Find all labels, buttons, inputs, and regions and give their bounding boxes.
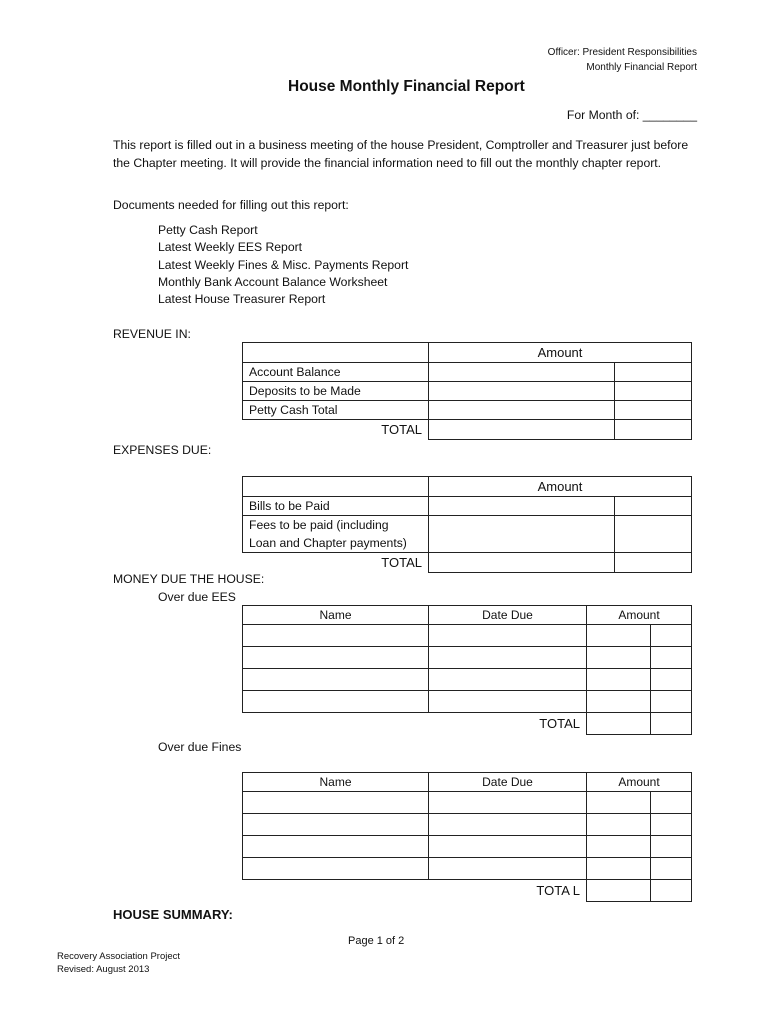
ees-col-date: Date Due — [429, 606, 587, 625]
revenue-amount-header: Amount — [429, 343, 692, 363]
subtitle-line: Monthly Financial Report — [586, 62, 697, 73]
fines-name-cell[interactable] — [243, 814, 429, 836]
revenue-row-label: Petty Cash Total — [243, 401, 429, 420]
documents-label: Documents needed for filling out this report: — [113, 198, 349, 212]
fines-name-cell[interactable] — [243, 792, 429, 814]
fines-name-cell[interactable] — [243, 836, 429, 858]
fines-name-cell[interactable] — [243, 858, 429, 880]
fines-date-cell[interactable] — [429, 814, 587, 836]
money-due-label: MONEY DUE THE HOUSE: — [113, 572, 265, 586]
house-summary-heading: HOUSE SUMMARY: — [113, 907, 233, 922]
overdue-fines-label: Over due Fines — [158, 740, 242, 754]
document-item: Monthly Bank Account Balance Worksheet — [158, 274, 388, 289]
fees-line-2: Loan and Chapter payments) — [249, 536, 407, 550]
fines-col-date: Date Due — [429, 773, 587, 792]
ees-cents-cell[interactable] — [651, 625, 692, 647]
ees-cents-cell[interactable] — [651, 691, 692, 713]
ees-total-amount-cell[interactable] — [587, 713, 651, 735]
expenses-total-cents-cell[interactable] — [615, 553, 692, 573]
expenses-blank-header — [243, 477, 429, 497]
revenue-row-label: Deposits to be Made — [243, 382, 429, 401]
intro-paragraph: This report is filled out in a business meeting of the house President, Comptroller and Treasurer just before the Chapter meeting. It will provide the financial information need to fill out the monthly chapter report. — [113, 138, 689, 170]
fines-amount-cell[interactable] — [587, 814, 651, 836]
footer-revised: Revised: August 2013 — [57, 964, 150, 975]
fines-amount-cell[interactable] — [587, 836, 651, 858]
page-number: Page 1 of 2 — [348, 935, 405, 947]
revenue-blank-header — [243, 343, 429, 363]
officer-line: Officer: President Responsibilities — [547, 47, 697, 58]
ees-total-cents-cell[interactable] — [651, 713, 692, 735]
ees-col-amount: Amount — [587, 606, 692, 625]
expenses-row-label: Bills to be Paid — [243, 497, 429, 516]
ees-amount-cell[interactable] — [587, 669, 651, 691]
expenses-cents-cell[interactable] — [615, 497, 692, 516]
revenue-amount-cell[interactable] — [429, 382, 615, 401]
overdue-fines-table — [242, 772, 692, 902]
documents-list — [158, 222, 408, 308]
document-item: Latest Weekly EES Report — [158, 240, 303, 255]
revenue-cents-cell[interactable] — [615, 401, 692, 420]
fines-cents-cell[interactable] — [651, 858, 692, 880]
ees-name-cell[interactable] — [243, 647, 429, 669]
expenses-amount-header: Amount — [429, 477, 692, 497]
ees-name-cell[interactable] — [243, 625, 429, 647]
revenue-amount-cell[interactable] — [429, 363, 615, 382]
fines-cents-cell[interactable] — [651, 836, 692, 858]
revenue-cents-cell[interactable] — [615, 382, 692, 401]
revenue-label: REVENUE IN: — [113, 327, 191, 341]
expenses-cents-cell[interactable] — [615, 516, 692, 553]
footer-project: Recovery Association Project — [57, 951, 181, 962]
expenses-total-amount-cell[interactable] — [429, 553, 615, 573]
fines-total-label: TOTA L — [536, 883, 580, 899]
revenue-total-amount-cell[interactable] — [429, 420, 615, 440]
ees-date-cell[interactable] — [429, 647, 587, 669]
fines-date-cell[interactable] — [429, 836, 587, 858]
ees-cents-cell[interactable] — [651, 669, 692, 691]
ees-amount-cell[interactable] — [587, 691, 651, 713]
overdue-ees-label: Over due EES — [158, 590, 236, 604]
ees-cents-cell[interactable] — [651, 647, 692, 669]
revenue-cents-cell[interactable] — [615, 363, 692, 382]
fines-cents-cell[interactable] — [651, 814, 692, 836]
document-item: Latest Weekly Fines & Misc. Payments Report — [158, 257, 409, 272]
revenue-table — [242, 342, 692, 440]
fines-col-name: Name — [243, 773, 429, 792]
ees-amount-cell[interactable] — [587, 625, 651, 647]
ees-date-cell[interactable] — [429, 691, 587, 713]
ees-name-cell[interactable] — [243, 691, 429, 713]
ees-name-cell[interactable] — [243, 669, 429, 691]
fines-amount-cell[interactable] — [587, 858, 651, 880]
document-item: Petty Cash Report — [158, 223, 258, 237]
ees-date-cell[interactable] — [429, 669, 587, 691]
ees-date-cell[interactable] — [429, 625, 587, 647]
ees-amount-cell[interactable] — [587, 647, 651, 669]
expenses-row-label — [243, 516, 429, 553]
fines-col-amount: Amount — [587, 773, 692, 792]
expenses-label: EXPENSES DUE: — [113, 443, 212, 457]
overdue-ees-table — [242, 605, 692, 735]
fines-date-cell[interactable] — [429, 792, 587, 814]
document-item: Latest House Treasurer Report — [158, 292, 326, 307]
expenses-table — [242, 476, 692, 573]
fines-total-amount-cell[interactable] — [587, 880, 651, 902]
fines-amount-cell[interactable] — [587, 792, 651, 814]
revenue-total-cents-cell[interactable] — [615, 420, 692, 440]
for-month-field: For Month of: ________ — [566, 108, 697, 122]
expenses-total-label: TOTAL — [243, 553, 429, 573]
page-title: House Monthly Financial Report — [288, 78, 525, 95]
expenses-amount-cell[interactable] — [429, 497, 615, 516]
fines-cents-cell[interactable] — [651, 792, 692, 814]
revenue-amount-cell[interactable] — [429, 401, 615, 420]
revenue-row-label: Account Balance — [243, 363, 429, 382]
fees-line-1: Fees to be paid (including — [249, 518, 389, 532]
ees-col-name: Name — [243, 606, 429, 625]
revenue-total-label: TOTAL — [243, 420, 429, 440]
expenses-amount-cell[interactable] — [429, 516, 615, 553]
ees-total-label: TOTAL — [539, 716, 580, 732]
fines-date-cell[interactable] — [429, 858, 587, 880]
fines-total-cents-cell[interactable] — [651, 880, 692, 902]
